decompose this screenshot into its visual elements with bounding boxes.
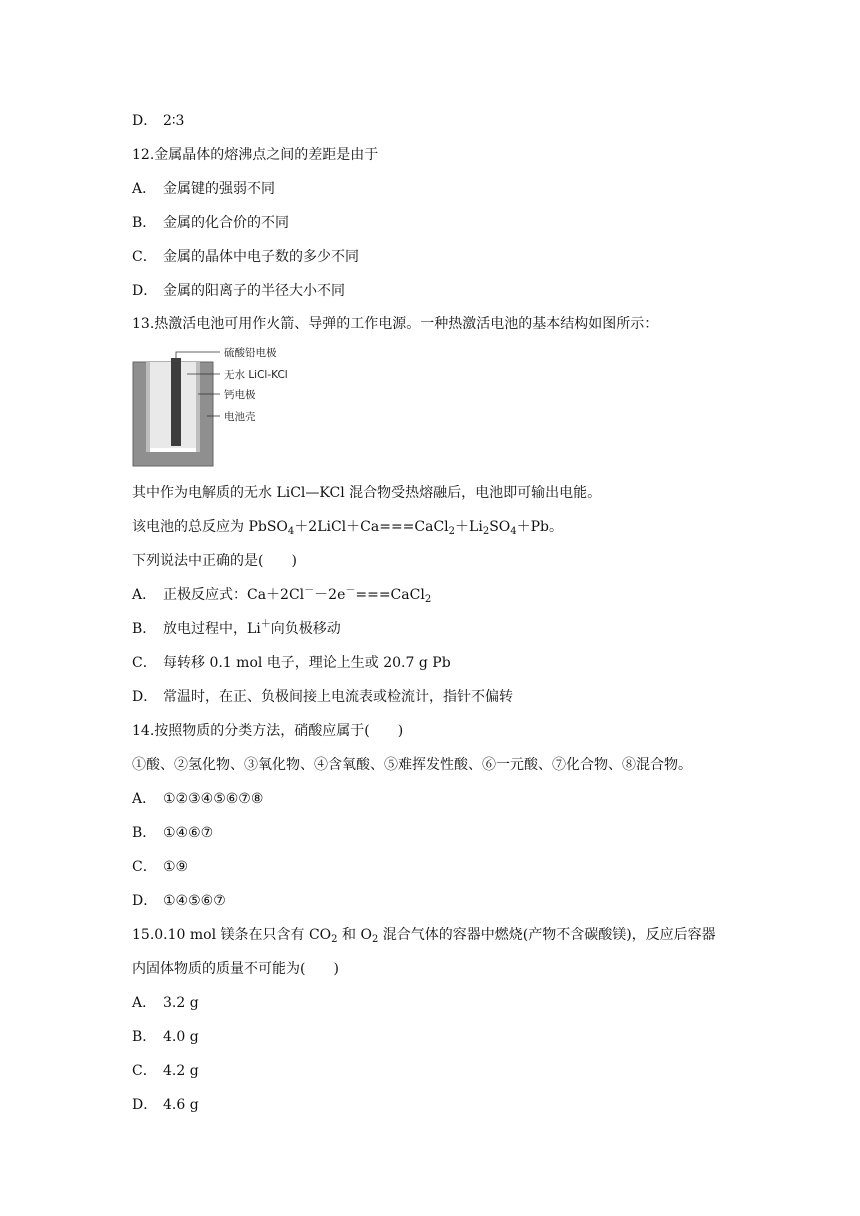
q12-option-d: D． 金属的阳离子的半径大小不同: [132, 283, 345, 299]
q12-option-c: C． 金属的晶体中电子数的多少不同: [132, 249, 359, 265]
q13-question: 下列说法中正确的是( ): [132, 553, 297, 569]
leader-line-electrode: [176, 352, 220, 358]
q15-stem-line-1: 15.0.10 mol 镁条在只含有 $CO_2$ 和 $O_2$ 混合气体的容器中燃烧(产物不含碳酸镁)，反应后容器: [132, 927, 716, 945]
q12-stem: 12.金属晶体的熔沸点之间的差距是由于: [132, 147, 379, 163]
q13-option-d: D． 常温时，在正、负极间接上电流表或检流计，指针不偏转: [132, 689, 513, 705]
q15-stem-line-2: 内固体物质的质量不可能为( ): [132, 961, 339, 977]
q14-stem: 14.按照物质的分类方法，硝酸应属于( ): [132, 723, 404, 739]
q14-list: ①酸、②氢化物、③氧化物、④含氧酸、⑤难挥发性酸、⑥一元酸、⑦化合物、⑧混合物。: [132, 757, 692, 773]
q13-option-a: A． 正极反应式：Ca＋2Cl－－2e－===CaCl$_2$: [132, 585, 432, 605]
q13-option-b: B． 放电过程中，Li＋向负极移动: [132, 619, 341, 637]
q14-option-b: B． ①④⑥⑦: [132, 825, 214, 841]
q13-paragraph-1: 其中作为电解质的无水 LiCl—KCl 混合物受热熔融后，电池即可输出电能。: [132, 485, 602, 501]
label-electrolyte: 无水 LiCl-KCl: [224, 369, 288, 381]
q15-option-d: D． 4.6 g: [132, 1097, 199, 1113]
q12-option-a: A． 金属键的强弱不同: [132, 181, 275, 197]
q15-option-c: C． 4.2 g: [132, 1063, 199, 1079]
q15-option-b: B． 4.0 g: [132, 1029, 199, 1045]
calcium-electrode-left: [146, 362, 150, 452]
q14-option-c: C． ①⑨: [132, 859, 189, 875]
label-lead-sulfate-electrode: 硫酸铅电极: [224, 347, 277, 359]
label-battery-shell: 电池壳: [224, 411, 256, 423]
q14-option-d: D． ①④⑤⑥⑦: [132, 893, 226, 909]
q13-option-c: C． 每转移 0.1 mol 电子，理论上生或 20.7 g Pb: [132, 655, 451, 671]
q13-stem: 13.热激活电池可用作火箭、导弹的工作电源。一种热激活电池的基本结构如图所示：: [132, 316, 659, 332]
label-calcium-electrode: 钙电极: [224, 389, 256, 401]
q14-option-a: A． ①②③④⑤⑥⑦⑧: [132, 791, 264, 807]
q12-option-b: B． 金属的化合价的不同: [132, 215, 289, 231]
battery-diagram: [132, 346, 312, 468]
lead-sulfate-electrode: [171, 358, 181, 446]
q15-option-a: A． 3.2 g: [132, 995, 199, 1011]
q11-option-d: D． 2∶3: [132, 113, 185, 129]
calcium-electrode-right: [196, 362, 200, 452]
q13-paragraph-2: 该电池的总反应为 $PbSO_4+2LiCl+Ca===CaCl_2+Li_2SO_4+Pb$。: [132, 519, 564, 537]
